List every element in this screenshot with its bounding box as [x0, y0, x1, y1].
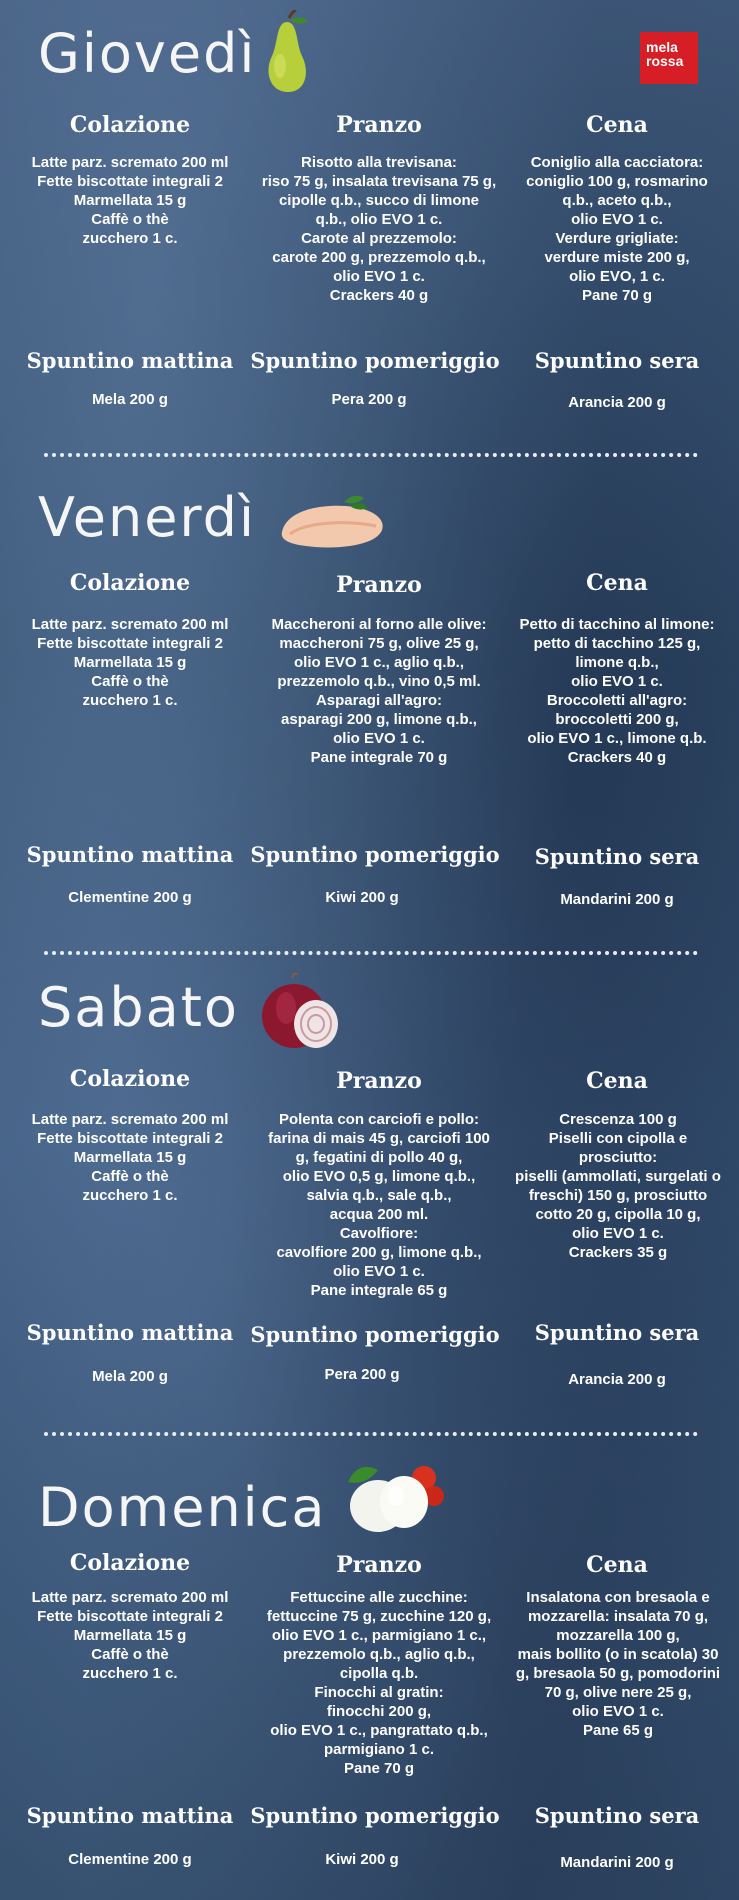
spuntino-mattina-heading: Spuntino mattina — [26, 842, 234, 867]
cena-text: Insalatona con bresaola e mozzarella: insalata 70 g, mozzarella 100 g, mais bollito (o in scatola) 30 g, bresaola 50 g, pomodorini 70 g, olive nere 25 g, olio EVO 1 c. Pane 65 g — [515, 1589, 721, 1739]
spuntino-sera-heading: Spuntino sera — [534, 1803, 700, 1828]
spuntino-sera-heading: Spuntino sera — [534, 348, 700, 373]
spuntino-mattina-heading: Spuntino mattina — [26, 1320, 234, 1345]
spuntino-pomeriggio-value: Kiwi 200 g — [325, 889, 399, 906]
chicken-breast-icon — [276, 492, 388, 552]
cena-heading: Cena — [586, 1068, 648, 1094]
section-divider — [44, 1432, 698, 1436]
logo-line2: rossa — [646, 53, 684, 69]
spuntino-mattina-value: Mela 200 g — [92, 1368, 168, 1385]
pranzo-text: Polenta con carciofi e pollo: farina di mais 45 g, carciofi 100 g, fegatini di pollo 40 g, olio EVO 0,5 g, limone q.b., salvia q.b., sale q.b., acqua 200 ml. Cavolfiore: cavolfiore 200 g, limone q.b., olio EVO 1 c. Pane integrale 65 g — [268, 1111, 490, 1299]
spuntino-mattina-value: Clementine 200 g — [68, 889, 192, 906]
day-section-giovedi — [0, 0, 739, 450]
spuntino-sera-heading: Spuntino sera — [534, 844, 700, 869]
cena-heading: Cena — [586, 570, 648, 596]
spuntino-pomeriggio-heading: Spuntino pomeriggio — [250, 1803, 500, 1828]
day-section-domenica — [0, 1450, 739, 1900]
colazione-text: Latte parz. scremato 200 ml Fette biscottate integrali 2 Marmellata 15 g Caffè o thè zucchero 1 c. — [31, 1589, 229, 1682]
spuntino-sera-value: Arancia 200 g — [568, 1371, 666, 1388]
section-divider — [44, 453, 698, 457]
spuntino-sera-value: Mandarini 200 g — [560, 891, 674, 908]
pranzo-text: Risotto alla trevisana: riso 75 g, insalata trevisana 75 g, cipolle q.b., succo di limone q.b., olio EVO 1 c. Carote al prezzemolo: carote 200 g, prezzemolo q.b., olio EVO 1 c. Crackers 40 g — [261, 154, 497, 304]
colazione-text: Latte parz. scremato 200 ml Fette biscottate integrali 2 Marmellata 15 g Caffè o thè zucchero 1 c. — [31, 154, 229, 247]
pear-icon — [262, 10, 312, 95]
pranzo-heading: Pranzo — [336, 572, 422, 598]
spuntino-mattina-value: Clementine 200 g — [68, 1851, 192, 1868]
spuntino-mattina-value: Mela 200 g — [92, 391, 168, 408]
pranzo-heading: Pranzo — [336, 1068, 422, 1094]
pranzo-text: Fettuccine alle zucchine: fettuccine 75 g, zucchine 120 g, olio EVO 1 c., parmigiano 1 c., prezzemolo q.b., aglio q.b., cipolla q.b. Finocchi al gratin: finocchi 200 g, olio EVO 1 c., pangrattato q.b., parmigiano 1 c. Pane 70 g — [266, 1589, 492, 1777]
cena-heading: Cena — [586, 1552, 648, 1578]
day-title: Domenica — [38, 1476, 327, 1539]
spuntino-pomeriggio-heading: Spuntino pomeriggio — [250, 842, 500, 867]
cena-heading: Cena — [586, 112, 648, 138]
red-onion-icon — [258, 972, 344, 1052]
day-section-sabato — [0, 968, 739, 1438]
colazione-text: Latte parz. scremato 200 ml Fette biscottate integrali 2 Marmellata 15 g Caffè o thè zucchero 1 c. — [31, 1111, 229, 1204]
spuntino-mattina-heading: Spuntino mattina — [26, 348, 234, 373]
spuntino-pomeriggio-heading: Spuntino pomeriggio — [250, 1322, 500, 1347]
cena-text: Petto di tacchino al limone: petto di tacchino 125 g, limone q.b., olio EVO 1 c. Broccoletti all'agro: broccoletti 200 g, olio EVO 1 c., limone q.b. Crackers 40 g — [519, 616, 715, 766]
pranzo-heading: Pranzo — [336, 1552, 422, 1578]
day-title: Giovedì — [38, 22, 257, 85]
cena-text: Crescenza 100 g Piselli con cipolla e prosciutto: piselli (ammollati, surgelati o freschi) 150 g, prosciutto cotto 20 g, cipolla 10 g, olio EVO 1 c. Crackers 35 g — [515, 1111, 721, 1261]
spuntino-pomeriggio-value: Pera 200 g — [331, 391, 407, 408]
spuntino-sera-value: Arancia 200 g — [568, 394, 666, 411]
day-title: Venerdì — [38, 486, 256, 549]
spuntino-pomeriggio-heading: Spuntino pomeriggio — [250, 348, 500, 373]
spuntino-sera-heading: Spuntino sera — [534, 1320, 700, 1345]
spuntino-mattina-heading: Spuntino mattina — [26, 1803, 234, 1828]
spuntino-pomeriggio-value: Kiwi 200 g — [325, 1851, 399, 1868]
colazione-text: Latte parz. scremato 200 ml Fette biscottate integrali 2 Marmellata 15 g Caffè o thè zucchero 1 c. — [31, 616, 229, 709]
colazione-heading: Colazione — [69, 1550, 191, 1576]
cena-text: Coniglio alla cacciatora: coniglio 100 g, rosmarino q.b., aceto q.b., olio EVO 1 c. Verdure grigliate: verdure miste 200 g, olio EVO, 1 c. Pane 70 g — [526, 154, 708, 304]
colazione-heading: Colazione — [69, 570, 191, 596]
day-title: Sabato — [38, 976, 239, 1039]
spuntino-pomeriggio-value: Pera 200 g — [324, 1366, 400, 1383]
colazione-heading: Colazione — [69, 1066, 191, 1092]
mozzarella-tomato-icon — [338, 1456, 450, 1536]
colazione-heading: Colazione — [69, 112, 191, 138]
pranzo-text: Maccheroni al forno alle olive: maccheroni 75 g, olive 25 g, olio EVO 1 c., aglio q.b., prezzemolo q.b., vino 0,5 ml. Asparagi all'agro: asparagi 200 g, limone q.b., olio EVO 1 c. Pane integrale 70 g — [271, 616, 487, 766]
pranzo-heading: Pranzo — [336, 112, 422, 138]
logo-line1: mela — [646, 39, 678, 55]
spuntino-sera-value: Mandarini 200 g — [560, 1854, 674, 1871]
section-divider — [44, 951, 698, 955]
day-section-venerdi — [0, 470, 739, 940]
